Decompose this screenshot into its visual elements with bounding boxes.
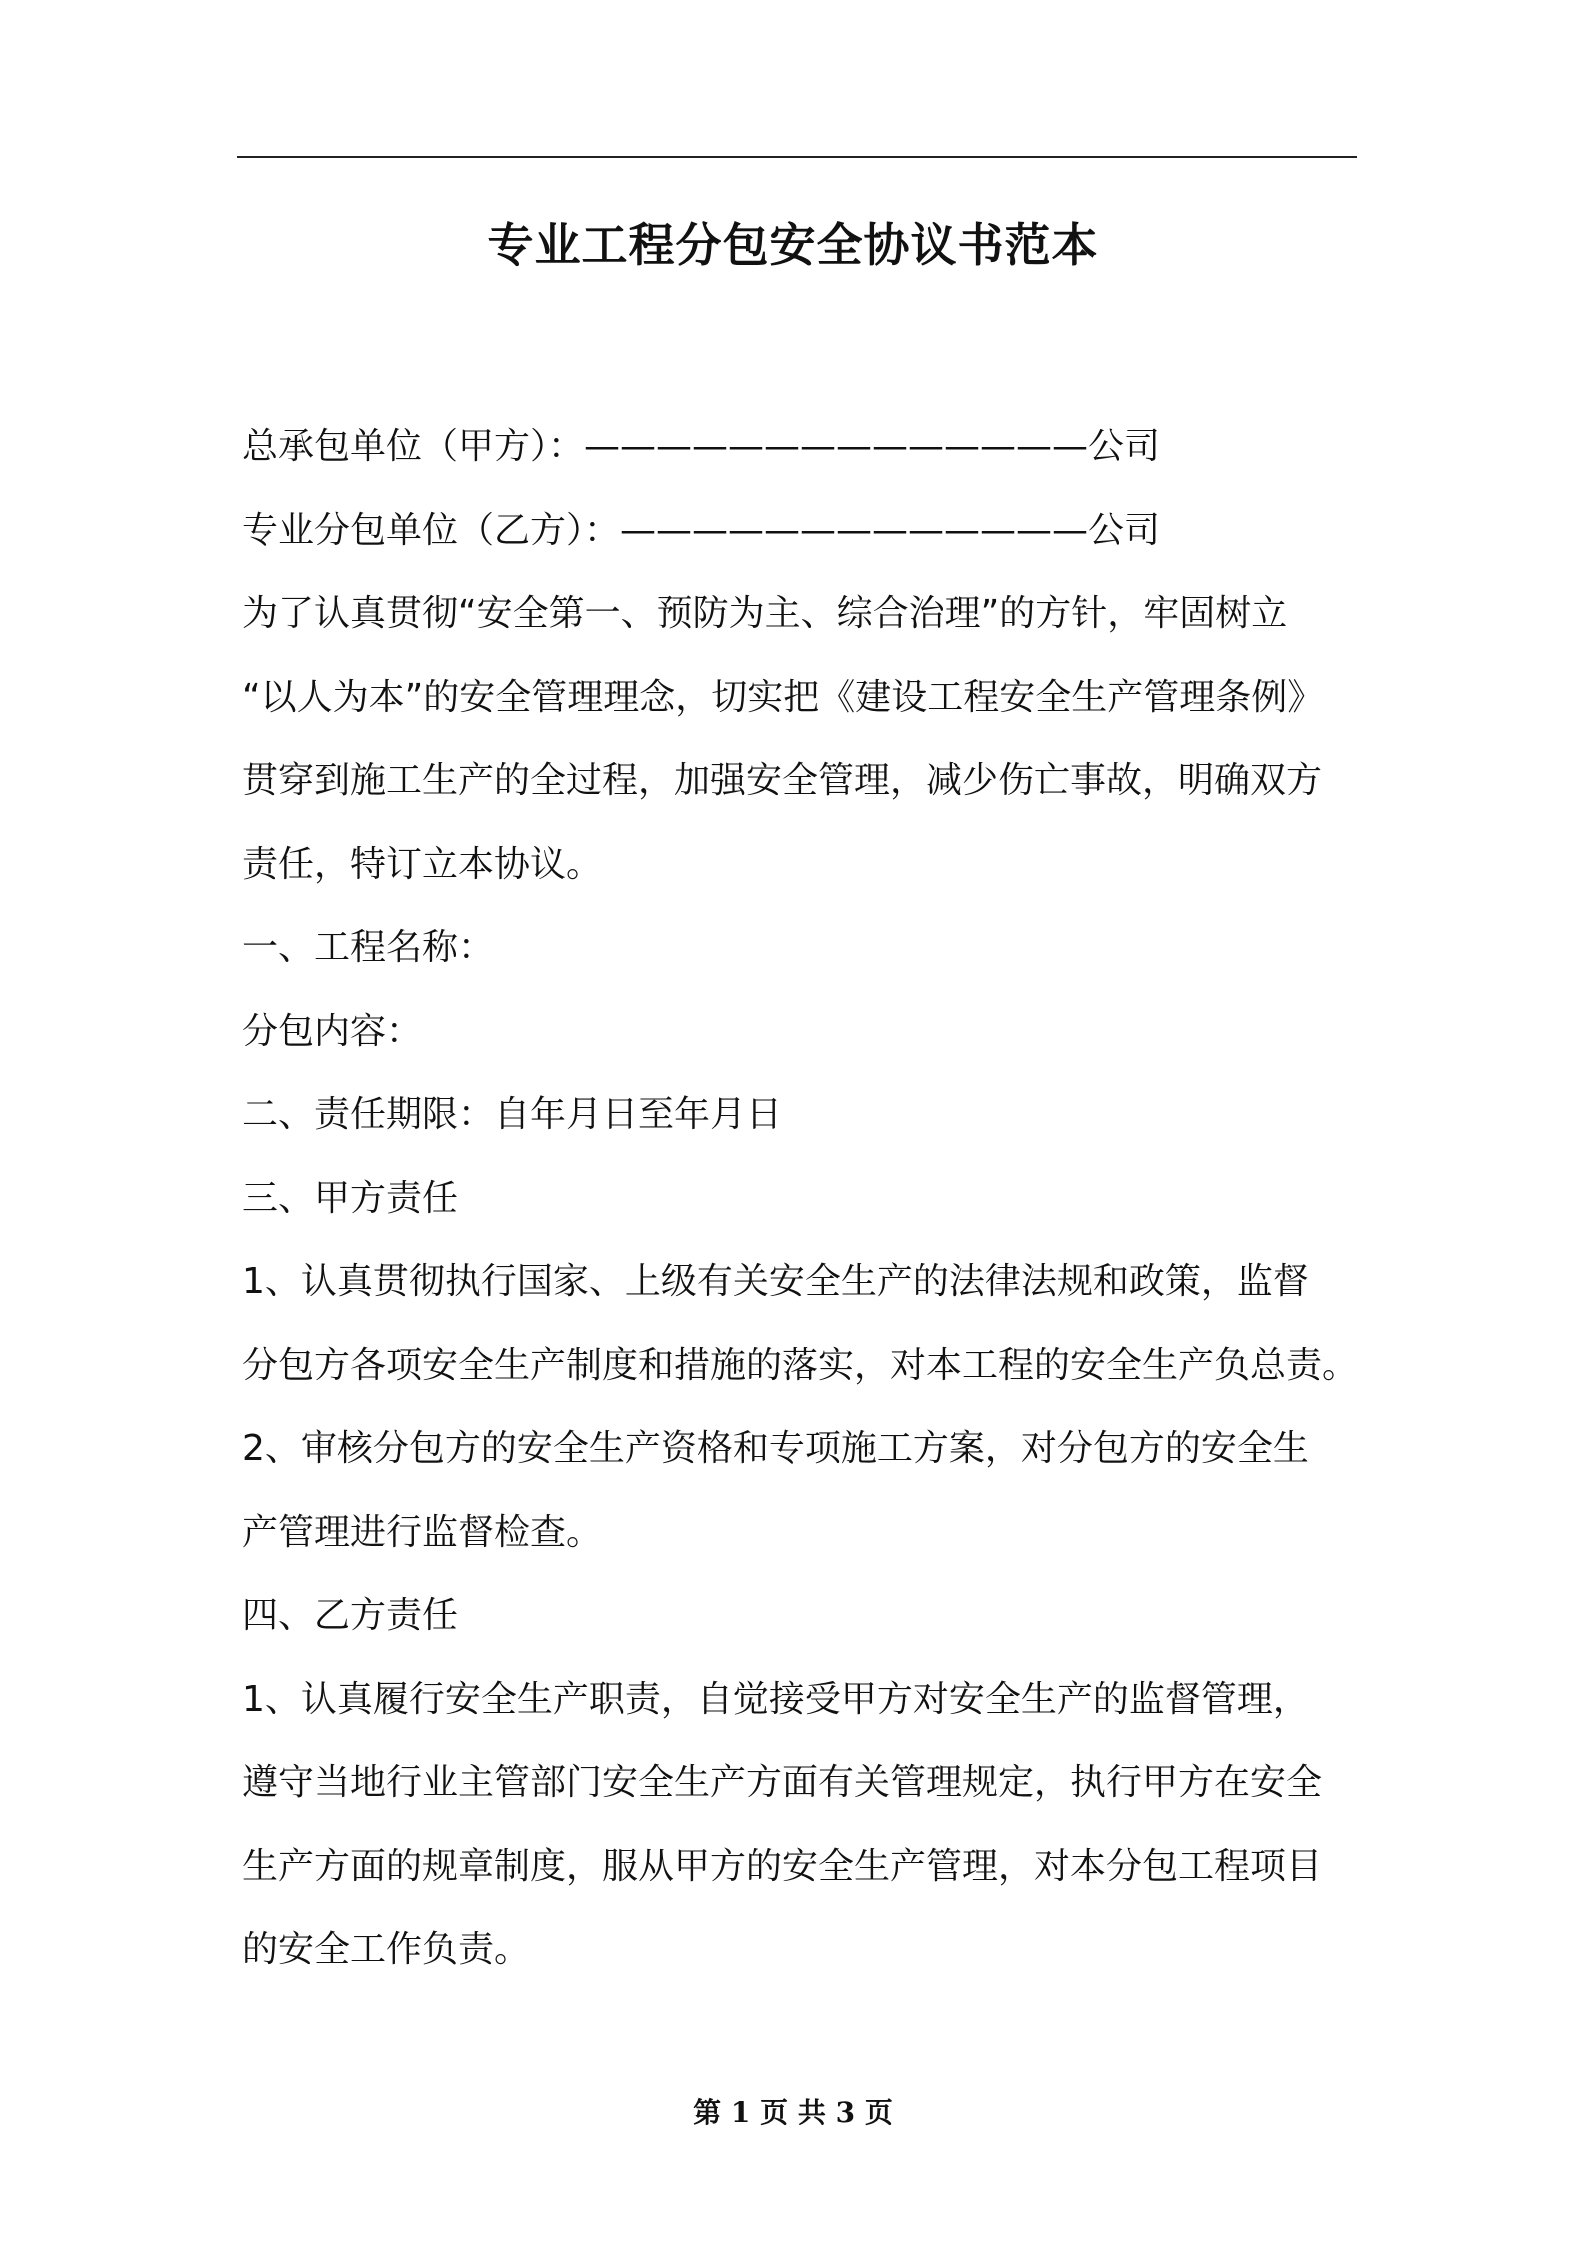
party-a-line: 总承包单位（甲方）：——————————————公司	[242, 426, 1161, 467]
party-b-duty-line: 生产方面的规章制度，服从甲方的安全生产管理，对本分包工程项目	[242, 1845, 1323, 1887]
document-title: 专业工程分包安全协议书范本	[487, 218, 1099, 272]
party-b-duty-line: 的安全工作负责。	[242, 1929, 531, 1970]
section-responsibility-period: 二、责任期限：自年月日至年月日	[242, 1094, 783, 1135]
section-party-b-duties: 四、乙方责任	[242, 1595, 459, 1636]
party-a-duty-line: 1、认真贯彻执行国家、上级有关安全生产的法律法规和政策，监督	[242, 1261, 1309, 1302]
section-party-a-duties: 三、甲方责任	[242, 1177, 459, 1219]
party-a-duty-line: 分包方各项安全生产制度和措施的落实，对本工程的安全生产负总责。	[242, 1344, 1359, 1386]
party-b-duty-line: 1、认真履行安全生产职责，自觉接受甲方对安全生产的监督管理，	[242, 1678, 1309, 1720]
party-a-duty-line: 产管理进行监督检查。	[242, 1511, 603, 1553]
preamble-line: 为了认真贯彻“安全第一、预防为主、综合治理”的方针，牢固树立	[242, 593, 1288, 634]
preamble-line: “以人为本”的安全管理理念，切实把《建设工程安全生产管理条例》	[242, 676, 1324, 718]
party-a-duty-line: 2、审核分包方的安全生产资格和专项施工方案，对分包方的安全生	[242, 1428, 1309, 1469]
subcontract-content-line: 分包内容：	[242, 1010, 423, 1052]
party-b-duty-line: 遵守当地行业主管部门安全生产方面有关管理规定，执行甲方在安全	[242, 1762, 1323, 1803]
page-footer	[0, 2093, 1586, 2133]
page-number: 第 1 页 共 3 页	[693, 2096, 893, 2129]
preamble-line: 责任，特订立本协议。	[242, 843, 603, 885]
section-project-name: 一、工程名称：	[242, 927, 495, 968]
preamble-line: 贯穿到施工生产的全过程，加强安全管理，减少伤亡事故，明确双方	[242, 760, 1323, 801]
document-body	[242, 405, 1367, 1992]
header-rule	[237, 156, 1357, 158]
party-b-line: 专业分包单位（乙方）：—————————————公司	[242, 509, 1161, 551]
